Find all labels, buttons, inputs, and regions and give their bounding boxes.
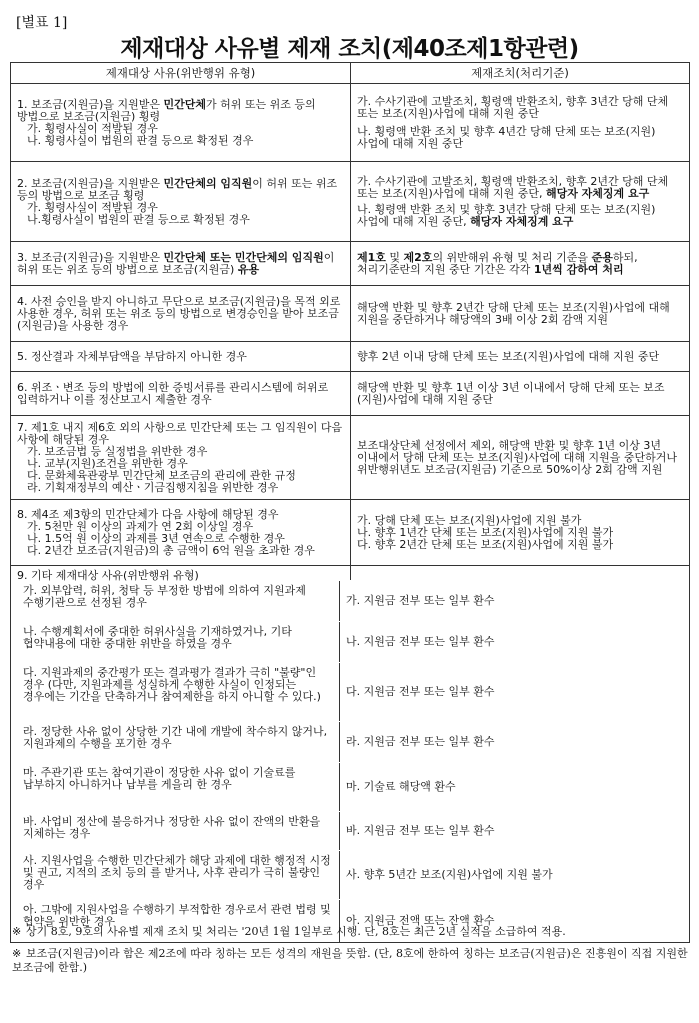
page-title: 제재대상 사유별 제재 조치(제40조제1항관련): [120, 36, 579, 62]
reference-mark-icon: ※: [12, 947, 22, 960]
footnote-1: ※ 상기 8호, 9호의 사유별 제재 조치 및 처리는 '20년 1월 1일부로 시행. 단, 8호는 최근 2년 실적을 소급하여 적용.: [12, 925, 566, 938]
violation-cell: 6. 위조ㆍ변조 등의 방법에 의한 증빙서류를 관리시스템에 허위로 입력하거나 이를 정산보고시 제출한 경우: [11, 372, 351, 416]
list-item: 아. 그밖에 지원사업을 수행하기 부적합한 경우로서 관련 법령 및 협약을 위반한 경우 아. 지원금 전액 또는 잔액 환수: [11, 899, 689, 942]
other-violations-list: [11, 580, 689, 942]
violation-cell: 7. 제1호 내지 제6호 외의 사항으로 민간단체 또는 그 임직원이 다음 사항에 해당된 경우 가. 보조금법 등 실정법을 위반한 경우 나. 교부(지원)조건을 위반한 경우 다. 문화체육관광부 민간단체 보조금의 관리에 관한 규정 라. 기획재정부의 예산ㆍ기금집행지침을 위반한 경우: [11, 416, 351, 500]
violation-cell: 2. 보조금(지원금)을 지원받은 민간단체의 임직원이 허위 또는 위조 등의 방법으로 보조금 횡령 가. 횡령사실이 적발된 경우 나.횡령사실이 법원의 판결 등으로 확정된 경우: [11, 162, 351, 242]
table-row: [11, 286, 690, 342]
table-row: [11, 84, 690, 162]
sanction-cell: 보조대상단체 선정에서 제외, 해당액 반환 및 향후 1년 이상 3년 이내에서 당해 단체 또는 보조(지원)사업에 대해 지원을 중단하거나 위반행위년도 보조금(지원금) 기준으로 50%이상 2회 감액 지원: [351, 416, 690, 500]
table-row: [11, 500, 690, 566]
list-item: 다. 지원과제의 중간평가 또는 결과평가 결과가 극히 "불량"인 경우 (다만, 지원과제를 성실하게 수행한 사실이 인정되는 경우에는 기간을 단축하거나 참여제한을 하지 아니할 수 있다.) 다. 지원금 전부 또는 일부 환수: [11, 662, 689, 721]
other-violations-heading: 9. 기타 제재대상 사유(위반행위 유형): [17, 569, 199, 582]
table-row: [11, 162, 690, 242]
reference-mark-icon: ※: [12, 925, 22, 938]
table-row: [11, 566, 690, 943]
list-item: 나. 수행계획서에 중대한 허위사실을 기재하였거나, 기타 협약내용에 대한 중대한 위반을 하였을 경우 나. 지원금 전부 또는 일부 환수: [11, 621, 689, 662]
sanction-cell: 제1호 및 제2호의 위반해위 유형 및 처리 기준을 준용하되, 처리기준란의 지원 중단 기간은 각각 1년씩 감하여 처리: [351, 242, 690, 286]
footnote-2: ※ 보조금(지원금)이라 함은 제2조에 따라 칭하는 모든 성격의 재원을 뜻함. (단, 8호에 한하여 칭하는 보조금(지원금)은 진흥원이 직접 지원한 보조금에 한함.): [12, 947, 688, 974]
sanction-cell: 가. 수사기관에 고발조치, 횡령액 반환조치, 향후 3년간 당해 단체 또는 보조(지원)사업에 대해 지원 중단 나. 횡령액 반환 조치 및 향후 4년간 당해 단체 또는 보조(지원)사업에 대해 지원 중단: [351, 84, 690, 162]
column-header-violation: 제재대상 사유(위반행위 유형): [11, 63, 351, 84]
violation-cell: 4. 사전 승인을 받지 아니하고 무단으로 보조금(지원금)을 목적 외로 사용한 경우, 허위 또는 위조 등의 방법으로 변경승인을 받아 보조금(지원금)을 사용한 경우: [11, 286, 351, 342]
sanction-cell: 해당액 반환 및 향후 1년 이상 3년 이내에서 당해 단체 또는 보조(지원)사업에 대해 지원 중단: [351, 372, 690, 416]
violation-cell: 8. 제4조 제3항의 민간단체가 다음 사항에 해당된 경우 가. 5천만 원 이상의 과제가 연 2회 이상일 경우 나. 1.5억 원 이상의 과제를 3년 연속으로 수행한 경우 다. 2년간 보조금(지원금)의 총 금액이 6억 원을 초과한 경우: [11, 500, 351, 566]
sanction-cell: 가. 수사기관에 고발조치, 횡령액 반환조치, 향후 2년간 당해 단체 또는 보조(지원)사업에 대해 지원 중단, 해당자 자체징계 요구 나. 횡령액 반환 조치 및 향후 3년간 당해 단체 또는 보조(지원)사업에 대해 지원 중단, 해당자 자체징계 요구: [351, 162, 690, 242]
sanction-cell: 가. 당해 단체 또는 보조(지원)사업에 지원 불가 나. 향후 1년간 단체 또는 보조(지원)사업에 지원 불가 다. 향후 2년간 단체 또는 보조(지원)사업에 지원 불가: [351, 500, 690, 566]
violation-cell: 3. 보조금(지원금)을 지원받은 민간단체 또는 민간단체의 임직원이 허위 또는 위조 등의 방법으로 보조금(지원금) 유용: [11, 242, 351, 286]
list-item: 바. 사업비 정산에 불응하거나 정당한 사유 없이 잔액의 반환을 지체하는 경우 바. 지원금 전부 또는 일부 환수: [11, 811, 689, 850]
list-item: 마. 주관기관 또는 참여기관이 정당한 사유 없이 기술료를 납부하지 아니하거나 납부를 게을리 한 경우 마. 기술료 해당액 환수: [11, 762, 689, 811]
list-item: 라. 정당한 사유 없이 상당한 기간 내에 개발에 착수하지 않거나, 지원과제의 수행을 포기한 경우 라. 지원금 전부 또는 일부 환수: [11, 721, 689, 762]
sanction-table: [10, 62, 690, 943]
table-header-row: [11, 63, 690, 84]
list-item: 사. 지원사업을 수행한 민간단체가 해당 과제에 대한 행정적 시정 및 권고, 지적의 조치 등의 를 받거나, 사후 관리가 극히 불량인 경우 사. 향후 5년간 보조(지원)사업에 지원 불가: [11, 850, 689, 899]
table-row: [11, 372, 690, 416]
column-header-sanction: 제재조치(처리기준): [351, 63, 690, 84]
table-row: [11, 342, 690, 372]
table-row: [11, 242, 690, 286]
table-row: [11, 416, 690, 500]
appendix-tag: [별표 1]: [16, 15, 68, 31]
violation-cell: 5. 정산결과 자체부담액을 부담하지 아니한 경우: [11, 342, 351, 372]
violation-cell: 1. 보조금(지원금)을 지원받은 민간단체가 허위 또는 위조 등의 방법으로 보조금(지원금) 횡령 가. 횡령사실이 적발된 경우 나. 횡령사실이 법원의 판결 등으로 확정된 경우: [11, 84, 351, 162]
other-violations-cell: [11, 566, 690, 943]
sanction-cell: 향후 2년 이내 당해 단체 또는 보조(지원)사업에 대해 지원 중단: [351, 342, 690, 372]
sanction-cell: 해당액 반환 및 향후 2년간 당해 단체 또는 보조(지원)사업에 대해 지원을 중단하거나 해당액의 3배 이상 2회 감액 지원: [351, 286, 690, 342]
list-item: 가. 외부압력, 허위, 청탁 등 부정한 방법에 의하여 지원과제 수행기관으로 선정된 경우 가. 지원금 전부 또는 일부 환수: [11, 580, 689, 621]
